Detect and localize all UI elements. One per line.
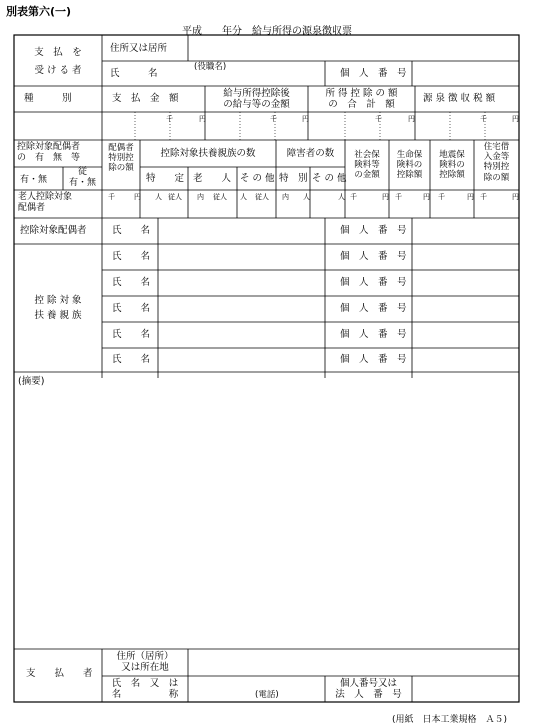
dependent-name-label: 氏 名 — [112, 251, 151, 262]
other-label: そ の 他 — [240, 173, 275, 184]
elderly-spouse-label: 老人控除対象 配偶者 — [18, 192, 73, 213]
unit-yen: 円 — [199, 115, 206, 123]
form-id: 別表第六(一) — [6, 5, 72, 18]
payer-address-label: 住所（居所） 又は所在地 — [116, 651, 174, 674]
spouse-number-label: 個 人 番 号 — [340, 225, 407, 236]
total-deduction-label: 所 得 控 除 の 額 の 合 計 額 — [325, 88, 398, 111]
spouse-yes-no: 有・無 — [20, 175, 48, 185]
payer-label: 支 払 者 — [26, 668, 93, 679]
unit-thousand: 千 — [166, 115, 173, 123]
dependent-name-label: 氏 名 — [112, 329, 151, 340]
specific-label: 特 定 — [146, 173, 185, 184]
dependent-number-field[interactable] — [412, 296, 519, 322]
social-insurance-label: 社会保 険料等 の金額 — [354, 150, 380, 181]
disabled-count-label: 障害者の数 — [286, 148, 335, 159]
unit-thousand: 千 — [395, 193, 402, 201]
recipient-section-label: 支 払 を 受 け る 者 — [34, 47, 82, 76]
spouse-name-field[interactable] — [158, 218, 325, 244]
spouse-number-field[interactable] — [412, 218, 519, 244]
unit-person: 人 — [338, 193, 345, 201]
spouse-name-label: 氏 名 — [112, 225, 151, 236]
unit-yen: 円 — [408, 115, 415, 123]
dependent-name-field[interactable] — [158, 244, 325, 270]
paper-spec: (用紙 日本工業規格 Ａ５) — [392, 715, 508, 725]
payer-address-field[interactable] — [188, 649, 519, 676]
unit-yen: 円 — [467, 193, 474, 201]
dependent-name-field[interactable] — [158, 270, 325, 296]
spouse-sub-yes-no: 従 有・無 — [68, 167, 96, 188]
dependent-name-label: 氏 名 — [112, 303, 151, 314]
unit-thousand: 千 — [350, 193, 357, 201]
kind-label: 種 別 — [24, 93, 72, 104]
elderly-label: 老 人 — [193, 173, 232, 184]
unit-thousand: 千 — [480, 115, 487, 123]
life-insurance-label: 生命保 険料の 控除額 — [396, 150, 423, 181]
number-field[interactable] — [412, 61, 519, 86]
dependent-number-field[interactable] — [412, 322, 519, 348]
unit-inner: 内 — [197, 193, 204, 201]
unit-thousand: 千 — [438, 193, 445, 201]
address-label: 住所又は居所 — [110, 43, 168, 54]
earthquake-insurance-label: 地震保 険料の 控除額 — [439, 150, 465, 181]
dependent-number-label: 個 人 番 号 — [340, 277, 407, 288]
name-field[interactable] — [188, 68, 325, 86]
after-deduction-label: 給与所得控除後 の給与等の金額 — [223, 88, 290, 111]
dependent-name-field[interactable] — [158, 348, 325, 372]
unit-sub-person: 従人 — [255, 193, 269, 201]
title-label: (役職名) — [194, 62, 227, 72]
tax-label: 源 泉 徴 収 税 額 — [423, 93, 496, 104]
housing-loan-label: 住宅借 入金等 特別控 除の額 — [483, 142, 510, 183]
number-label: 個 人 番 号 — [340, 68, 407, 79]
dependent-name-label: 氏 名 — [112, 277, 151, 288]
dependent-number-label: 個 人 番 号 — [340, 329, 407, 340]
corporate-number-field[interactable] — [412, 676, 519, 702]
dependent-name-label: 氏 名 — [112, 354, 151, 365]
dependent-number-field[interactable] — [412, 244, 519, 270]
unit-inner: 内 — [282, 193, 289, 201]
unit-yen: 円 — [382, 193, 389, 201]
unit-yen: 円 — [423, 193, 430, 201]
unit-sub-person: 従人 — [213, 193, 227, 201]
phone-label: (電話) — [255, 690, 279, 700]
unit-yen: 円 — [302, 115, 309, 123]
unit-thousand: 千 — [270, 115, 277, 123]
unit-yen: 円 — [134, 193, 141, 201]
summary-field[interactable] — [14, 390, 519, 649]
dependents-count-label: 控除対象扶養親族の数 — [160, 148, 256, 159]
payer-name-label: 氏 名 又 は 名 称 — [111, 678, 179, 701]
unit-thousand: 千 — [108, 193, 115, 201]
unit-person: 人 — [240, 193, 247, 201]
corporate-number-label: 個人番号又は 法 人 番 号 — [335, 678, 402, 701]
summary-label: (摘要) — [18, 376, 45, 387]
unit-thousand: 千 — [375, 115, 382, 123]
form-title: 平成 年分 給与所得の源泉徴収票 — [182, 26, 352, 37]
unit-person: 人 — [155, 193, 162, 201]
spouse-special-label: 配偶者 特別控 除の額 — [108, 143, 134, 174]
dependent-number-field[interactable] — [412, 348, 519, 372]
unit-yen: 円 — [512, 193, 519, 201]
payer-name-field[interactable] — [188, 676, 325, 702]
disabled-other-label: そ の 他 — [312, 173, 347, 184]
dependent-number-field[interactable] — [412, 270, 519, 296]
unit-sub-person: 従人 — [168, 193, 182, 201]
dependent-number-label: 個 人 番 号 — [340, 303, 407, 314]
spouse-row-label: 控除対象配偶者 — [20, 225, 87, 236]
name-label: 氏 名 — [110, 68, 158, 79]
dependents-label: 控 除 対 象 扶 養 親 族 — [34, 295, 82, 321]
dependent-name-field[interactable] — [158, 322, 325, 348]
payment-label: 支 払 金 額 — [112, 93, 179, 104]
unit-person: 人 — [303, 193, 310, 201]
address-field[interactable] — [188, 35, 519, 61]
dependent-number-label: 個 人 番 号 — [340, 251, 407, 262]
unit-yen: 円 — [512, 115, 519, 123]
dependent-number-label: 個 人 番 号 — [340, 354, 407, 365]
unit-thousand: 千 — [480, 193, 487, 201]
dependent-name-field[interactable] — [158, 296, 325, 322]
spouse-label: 控除対象配偶者 の 有 無 等 — [17, 142, 81, 163]
disabled-special-label: 特 別 — [279, 173, 308, 184]
